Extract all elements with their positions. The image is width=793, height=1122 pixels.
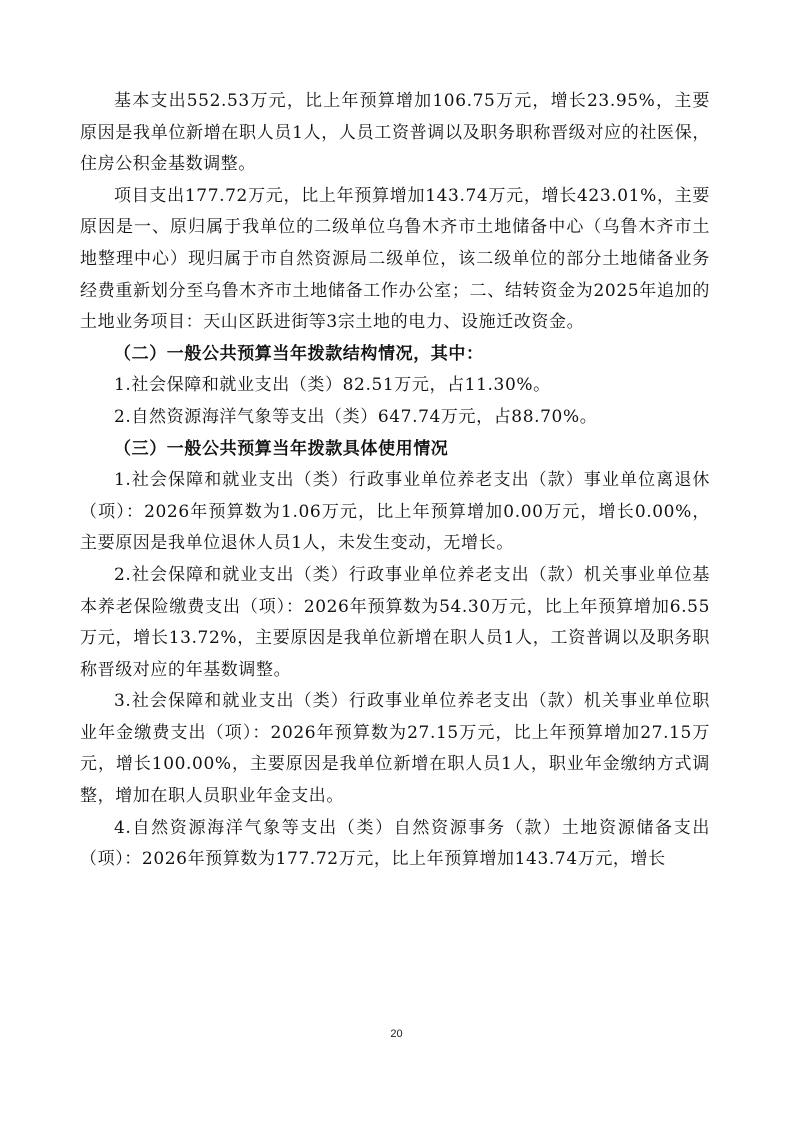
section2-item: 2.自然资源海洋气象等支出（类）647.74万元，占88.70%。 <box>114 406 598 427</box>
section3-item: 1.社会保障和就业支出（类）行政事业单位养老支出（款）事业单位离退休（项）：2026年预算数为1.06万元，比上年预算增加0.00万元，增长0.00%，主要原因是我单位退休人员1人，未发生变动，无增长。 <box>80 470 710 554</box>
basic-expenditure-paragraph: 基本支出552.53万元，比上年预算增加106.75万元，增长23.95%，主要原因是我单位新增在职人员1人，人员工资普调以及职务职称晋级对应的社医保，住房公积金基数调整。 <box>80 91 710 175</box>
section3-item: 3.社会保障和就业支出（类）行政事业单位养老支出（款）机关事业单位职业年金缴费支出（项）：2026年预算数为27.15万元，比上年预算增加27.15万元，增长100.00%，主要原因是我单位新增在职人员1人，职业年金缴纳方式调整，增加在职人员职业年金支出。 <box>80 691 710 807</box>
section3-item: 4.自然资源海洋气象等支出（类）自然资源事务（款）土地资源储备支出（项）：2026年预算数为177.72万元，比上年预算增加143.74万元，增长 <box>80 817 710 870</box>
section2-item: 1.社会保障和就业支出（类）82.51万元，占11.30%。 <box>114 375 551 396</box>
section2-heading: （二）一般公共预算当年拨款结构情况，其中： <box>114 343 484 364</box>
page-number: 20 <box>390 1028 403 1040</box>
section3-heading: （三）一般公共预算当年拨款具体使用情况 <box>114 438 449 459</box>
section3-item: 2.社会保障和就业支出（类）行政事业单位养老支出（款）机关事业单位基本养老保险缴费支出（项）：2026年预算数为54.30万元，比上年预算增加6.55万元，增长13.72%，主要原因是我单位新增在职人员1人，工资普调以及职务职称晋级对应的年基数调整。 <box>80 564 710 680</box>
document-body <box>80 86 710 876</box>
project-expenditure-paragraph: 项目支出177.72万元，比上年预算增加143.74万元，增长423.01%，主要原因是一、原归属于我单位的二级单位乌鲁木齐市土地储备中心（乌鲁木齐市土地整理中心）现归属于市自然资源局二级单位，该二级单位的部分土地储备业务经费重新划分至乌鲁木齐市土地储备工作办公室；二、结转资金为2025年追加的土地业务项目：天山区跃进街等3宗土地的电力、设施迁改资金。 <box>80 185 710 333</box>
